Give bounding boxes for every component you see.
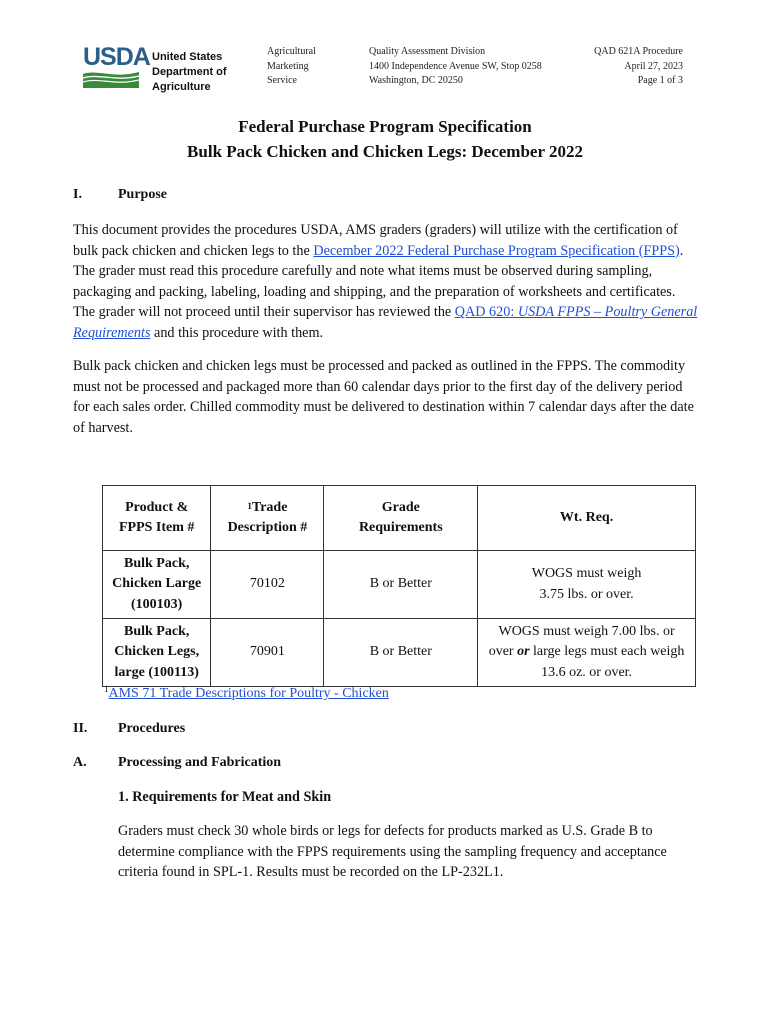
qad-620-link[interactable]: QAD 620: USDA FPPS – Poultry General Requirements: [73, 304, 698, 341]
table-row: [103, 619, 696, 687]
item-1-title: 1. Requirements for Meat and Skin: [118, 789, 332, 805]
subsection-a-title: Processing and Fabrication: [118, 755, 282, 770]
section-2-number: II.: [73, 721, 88, 736]
document-title: Federal Purchase Program Specification: [238, 117, 532, 136]
weight-cell: WOGS must weigh 7.00 lbs. or over or large legs must each weigh 13.6 oz. or over.: [478, 619, 696, 687]
weight-cell: WOGS must weigh 3.75 lbs. or over.: [478, 551, 696, 619]
header-trade: $^1$Trade Description #: [211, 486, 324, 551]
trade-cell: 70901: [211, 619, 324, 687]
header-product: Product & FPPS Item #: [103, 486, 211, 551]
purpose-paragraph-2: Bulk pack chicken and chicken legs must be processed and packed as outlined in the FPPS. The commodity must not be processed and packaged more than 60 calendar days prior to the first day of the delivery period for each sales order. Chilled commodity must be delivered to destination within 7 calendar days after the date of harvest.: [73, 358, 694, 436]
fpps-link[interactable]: December 2022 Federal Purchase Program Specification (FPPS): [313, 242, 680, 259]
header-grade: Grade Requirements: [324, 486, 478, 551]
usda-logo-icon: [83, 70, 139, 88]
trade-descriptions-link[interactable]: AMS 71 Trade Descriptions for Poultry - Chicken: [108, 686, 389, 701]
grade-cell: B or Better: [324, 551, 478, 619]
section-1-title: Purpose: [118, 187, 167, 202]
department-name: United States Department of Agriculture: [152, 51, 227, 93]
specification-table: [102, 485, 696, 687]
section-1-number: I.: [73, 187, 82, 202]
product-cell: Bulk Pack, Chicken Large (100103): [103, 551, 211, 619]
header-weight: Wt. Req.: [478, 486, 696, 551]
page-number: Page 1 of 3: [637, 75, 683, 86]
section-2-title: Procedures: [118, 721, 186, 736]
table-row: [103, 551, 696, 619]
agency-name: Agricultural Marketing Service: [267, 46, 316, 86]
subsection-a-number: A.: [73, 755, 87, 770]
table-footnote: $^1$AMS 71 Trade Descriptions for Poultry - Chicken: [104, 684, 389, 701]
trade-cell: 70102: [211, 551, 324, 619]
purpose-paragraph-1: This document provides the procedures USDA, AMS graders (graders) will utilize with the certification of bulk pack chicken and chicken legs to the December 2022 Federal Purchase Program Specification (FPPS). The grader must read this procedure carefully and note what items must be observed during sampling, packaging and packing, labeling, loading and shipping, and the preparation of worksheets and certificates. The grader will not proceed until their supervisor has reviewed the QAD 620: USDA FPPS – Poultry General Requirements and this procedure with them.: [73, 222, 698, 341]
product-cell: Bulk Pack, Chicken Legs, large (100113): [103, 619, 211, 687]
division-address: Quality Assessment Division 1400 Independence Avenue SW, Stop 0258 Washington, DC 20250: [369, 46, 542, 86]
usda-logo-text: USDA: [83, 43, 150, 71]
table-header-row: [103, 486, 696, 551]
document-subtitle: Bulk Pack Chicken and Chicken Legs: December 2022: [187, 142, 583, 161]
item-1-paragraph: Graders must check 30 whole birds or legs for defects for products marked as U.S. Grade B to determine compliance with the FPPS requirements using the sampling frequency and acceptance criteria found in SPL-1. Results must be recorded on the LP-232L1.: [118, 823, 667, 881]
grade-cell: B or Better: [324, 619, 478, 687]
procedure-info: QAD 621A Procedure April 27, 2023 Page 1 of 3: [594, 45, 683, 89]
